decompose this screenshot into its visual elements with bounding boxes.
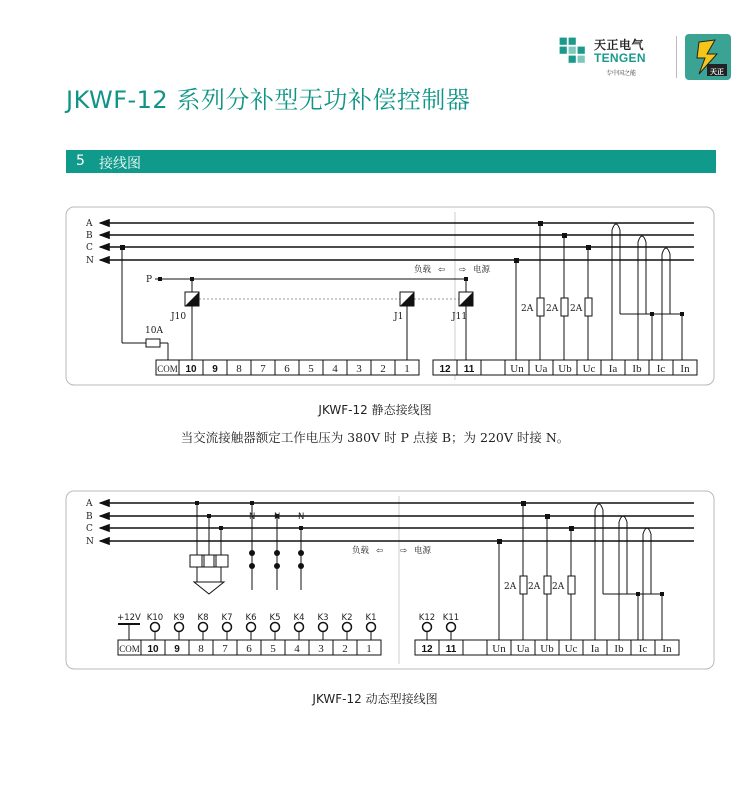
source-label-2: 电源 bbox=[414, 546, 432, 556]
phase-n-label-2: N bbox=[86, 537, 94, 547]
fuse-10a-label: 10A bbox=[145, 326, 163, 336]
k-label-k11: K11 bbox=[442, 613, 460, 623]
terminal-7: 7 bbox=[260, 363, 266, 375]
k-label-k7: K7 bbox=[221, 613, 233, 623]
terminal-9: 9 bbox=[212, 364, 218, 375]
fuse-2a-label-3: 2A bbox=[570, 304, 583, 314]
terminal2-10: 10 bbox=[147, 644, 159, 655]
terminal2-1: 1 bbox=[366, 643, 372, 655]
terminal-ic: Ic bbox=[656, 363, 666, 375]
phase-b-label: B bbox=[86, 231, 93, 241]
terminal-6: 6 bbox=[284, 363, 290, 375]
brand-slogan: 专中国之能 bbox=[606, 70, 637, 77]
source-label: 电源 bbox=[473, 265, 491, 275]
terminal2-11: 11 bbox=[445, 644, 457, 655]
fuse-2a-label-1: 2A bbox=[521, 304, 534, 314]
phase-a-label-2: A bbox=[86, 499, 93, 509]
terminal2-7: 7 bbox=[222, 643, 228, 655]
fuse-2a-label-2: 2A bbox=[546, 304, 559, 314]
brand-cn: 天正电气 bbox=[594, 38, 645, 52]
phase-lines-2 bbox=[100, 503, 694, 541]
n-label-2: N bbox=[274, 512, 281, 522]
n-label-3: N bbox=[298, 512, 305, 522]
load-label: 负载 bbox=[414, 265, 432, 275]
terminal-8: 8 bbox=[236, 363, 242, 375]
terminal-11: 11 bbox=[463, 364, 475, 375]
terminal2-ib: Ib bbox=[614, 643, 624, 655]
terminal-12: 12 bbox=[439, 364, 451, 375]
k-label-k5: K5 bbox=[269, 613, 281, 623]
relay-j1 bbox=[400, 292, 414, 306]
terminal-5: 5 bbox=[308, 363, 314, 375]
k-label-k6: K6 bbox=[245, 613, 257, 623]
relay-j11 bbox=[459, 292, 473, 306]
terminal-1: 1 bbox=[404, 363, 410, 375]
terminal-in: In bbox=[680, 363, 690, 375]
k-label-k1: K1 bbox=[365, 613, 377, 623]
terminal-ua: Ua bbox=[534, 363, 548, 375]
terminal2-3: 3 bbox=[318, 643, 324, 655]
relay-j11-label: J11 bbox=[452, 312, 468, 322]
terminal-ub: Ub bbox=[558, 363, 572, 375]
source-arrow-2: ⇨ bbox=[400, 546, 408, 556]
page-title: JKWF-12 系列分补型无功补偿控制器 bbox=[66, 86, 471, 114]
static-diagram-frame bbox=[66, 207, 714, 385]
section-title: 接线图 bbox=[99, 156, 141, 172]
terminal2-2: 2 bbox=[342, 643, 348, 655]
brand-en: TENGEN bbox=[594, 51, 646, 65]
k-label-k3: K3 bbox=[317, 613, 329, 623]
terminal-10: 10 bbox=[185, 364, 197, 375]
terminal-2: 2 bbox=[380, 363, 386, 375]
k-label-k12: K12 bbox=[418, 613, 436, 623]
relay-j10 bbox=[185, 292, 199, 306]
terminal-ia: Ia bbox=[608, 363, 618, 375]
terminal-4: 4 bbox=[332, 363, 338, 375]
section-number: 5 bbox=[76, 153, 85, 169]
p-point-label: P bbox=[146, 275, 153, 285]
dynamic-diagram-caption: JKWF-12 动态型接线图 bbox=[312, 692, 438, 706]
terminal2-5: 5 bbox=[270, 643, 276, 655]
phase-c-label: C bbox=[86, 243, 93, 253]
load-arrow: ⇦ bbox=[438, 265, 446, 275]
load-arrow-2: ⇦ bbox=[376, 546, 384, 556]
terminal2-ub: Ub bbox=[540, 643, 554, 655]
terminal2-un: Un bbox=[492, 643, 506, 655]
terminal2-9: 9 bbox=[174, 644, 180, 655]
terminal2-in: In bbox=[662, 643, 672, 655]
fuse-2a-label-d2-1: 2A bbox=[504, 582, 517, 592]
terminal2-ua: Ua bbox=[516, 643, 530, 655]
k-label-k9: K9 bbox=[173, 613, 185, 623]
relay-j1-label: J1 bbox=[394, 312, 404, 322]
terminal2-ia: Ia bbox=[590, 643, 600, 655]
k-label-k8: K8 bbox=[197, 613, 209, 623]
fuse-2a-label-d2-3: 2A bbox=[552, 582, 565, 592]
source-arrow: ⇨ bbox=[459, 265, 467, 275]
n-label-1: N bbox=[249, 512, 256, 522]
phase-a-label: A bbox=[86, 219, 93, 229]
phase-c-label-2: C bbox=[86, 524, 93, 534]
terminal2-8: 8 bbox=[198, 643, 204, 655]
k-label-k2: K2 bbox=[341, 613, 353, 623]
terminal2-ic: Ic bbox=[638, 643, 648, 655]
k-label-k10: K10 bbox=[146, 613, 164, 623]
phase-lines-1 bbox=[100, 223, 694, 260]
wiring-note: 当交流接触器额定工作电压为 380V 时 P 点接 B；为 220V 时接 N。 bbox=[180, 430, 570, 445]
static-diagram-caption: JKWF-12 静态接线图 bbox=[318, 403, 432, 417]
phase-b-label-2: B bbox=[86, 512, 93, 522]
terminal2-com: COM bbox=[119, 644, 140, 654]
terminal2-4: 4 bbox=[294, 643, 300, 655]
terminal-3: 3 bbox=[356, 363, 362, 375]
terminal-un: Un bbox=[510, 363, 524, 375]
terminal2-12: 12 bbox=[421, 644, 433, 655]
k-label-12v: +12V bbox=[117, 613, 141, 623]
terminal2-uc: Uc bbox=[564, 643, 578, 655]
load-label-2: 负载 bbox=[352, 546, 370, 556]
badge-text: 天正 bbox=[710, 68, 724, 76]
terminal-com: COM bbox=[157, 364, 178, 374]
terminal-ib: Ib bbox=[632, 363, 642, 375]
k-label-k4: K4 bbox=[293, 613, 305, 623]
terminal-uc: Uc bbox=[582, 363, 596, 375]
fuse-2a-label-d2-2: 2A bbox=[528, 582, 541, 592]
phase-n-label: N bbox=[86, 256, 94, 266]
terminal2-6: 6 bbox=[246, 643, 252, 655]
relay-j10-label: J10 bbox=[171, 312, 187, 322]
